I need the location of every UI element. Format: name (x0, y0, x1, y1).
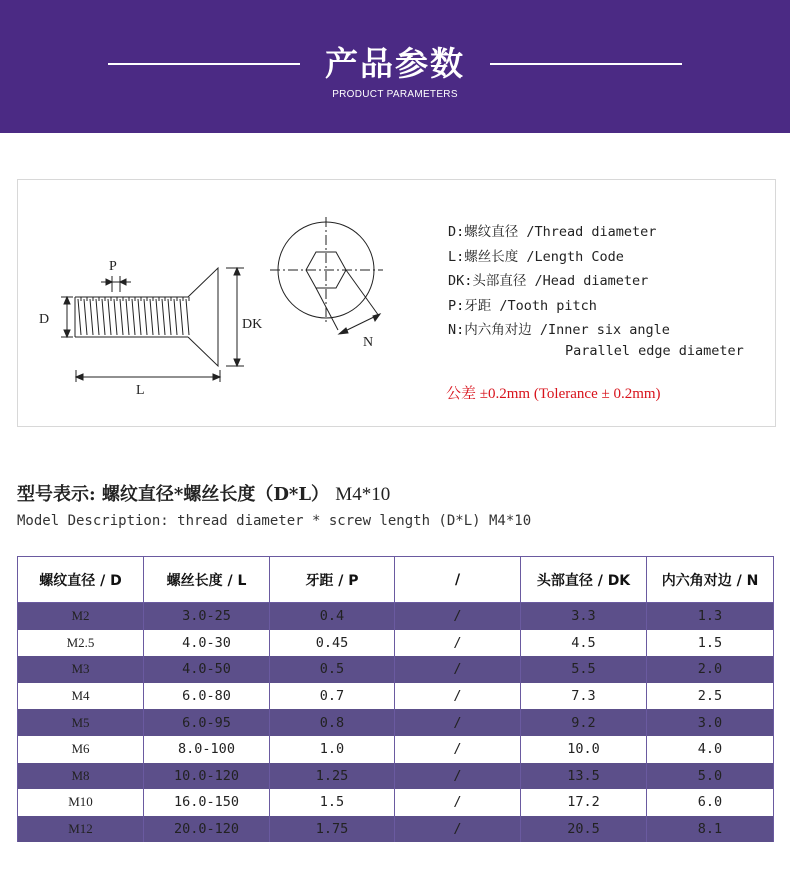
screw-head (188, 268, 218, 366)
label-l: L (136, 383, 145, 398)
cell-thread-diameter: M2.5 (18, 630, 144, 657)
cell-hex-across-flats: 8.1 (647, 816, 774, 843)
cell-thread-diameter: M5 (18, 709, 144, 736)
cell-screw-length: 6.0-80 (144, 683, 270, 710)
cell-screw-length: 10.0-120 (144, 763, 270, 790)
cell-head-diameter: 5.5 (521, 656, 647, 683)
cell-pitch: 1.0 (270, 736, 395, 763)
cell-hex-across-flats: 1.5 (647, 630, 774, 657)
header-hex-across-flats: 内六角对边 / N (647, 557, 774, 603)
cell-blank: / (395, 683, 521, 710)
cell-head-diameter: 7.3 (521, 683, 647, 710)
cell-blank: / (395, 736, 521, 763)
table-row (18, 789, 774, 816)
cell-hex-across-flats: 3.0 (647, 709, 774, 736)
cell-hex-across-flats: 2.0 (647, 656, 774, 683)
label-p: P (109, 259, 117, 274)
model-description-en: Model Description: thread diameter * screw length (D*L) M4*10 (17, 513, 532, 529)
cell-screw-length: 20.0-120 (144, 816, 270, 843)
screw-diagram-panel (17, 179, 776, 427)
cell-screw-length: 4.0-50 (144, 656, 270, 683)
cell-pitch: 0.4 (270, 603, 395, 630)
table-row (18, 630, 774, 657)
cell-hex-across-flats: 4.0 (647, 736, 774, 763)
header-blank: / (395, 557, 521, 603)
table-row (18, 736, 774, 763)
cell-pitch: 1.25 (270, 763, 395, 790)
cell-pitch: 1.75 (270, 816, 395, 843)
cell-hex-across-flats: 2.5 (647, 683, 774, 710)
cell-blank: / (395, 789, 521, 816)
cell-blank: / (395, 763, 521, 790)
cell-head-diameter: 13.5 (521, 763, 647, 790)
cell-blank: / (395, 709, 521, 736)
cell-blank: / (395, 603, 521, 630)
label-d: D (39, 312, 50, 327)
legend-item-dk: DK:头部直径 /Head diameter (448, 273, 649, 289)
cell-screw-length: 3.0-25 (144, 603, 270, 630)
cell-blank: / (395, 816, 521, 843)
cell-blank: / (395, 630, 521, 657)
cell-screw-length: 8.0-100 (144, 736, 270, 763)
cell-pitch: 0.8 (270, 709, 395, 736)
cell-thread-diameter: M4 (18, 683, 144, 710)
legend-item-d: D:螺纹直径 /Thread diameter (448, 224, 657, 240)
cell-head-diameter: 17.2 (521, 789, 647, 816)
cell-hex-across-flats: 1.3 (647, 603, 774, 630)
header-thread-diameter: 螺纹直径 / D (18, 557, 144, 603)
header-pitch: 牙距 / P (270, 557, 395, 603)
cell-blank: / (395, 656, 521, 683)
table-row (18, 656, 774, 683)
cell-thread-diameter: M2 (18, 603, 144, 630)
tolerance-note: 公差 ±0.2mm (Tolerance ± 0.2mm) (446, 386, 661, 402)
cell-screw-length: 4.0-30 (144, 630, 270, 657)
cell-head-diameter: 3.3 (521, 603, 647, 630)
cell-pitch: 0.45 (270, 630, 395, 657)
cell-head-diameter: 4.5 (521, 630, 647, 657)
banner-divider-right (490, 63, 682, 65)
cell-pitch: 0.7 (270, 683, 395, 710)
legend-item-p: P:牙距 /Tooth pitch (448, 298, 597, 314)
cell-head-diameter: 10.0 (521, 736, 647, 763)
legend-item-n: N:内六角对边 /Inner six angle (448, 322, 670, 338)
cell-thread-diameter: M10 (18, 789, 144, 816)
label-n: N (363, 335, 374, 350)
cell-thread-diameter: M6 (18, 736, 144, 763)
screw-thread (75, 297, 189, 337)
cell-head-diameter: 20.5 (521, 816, 647, 843)
cell-thread-diameter: M12 (18, 816, 144, 843)
cell-screw-length: 6.0-95 (144, 709, 270, 736)
table-row (18, 763, 774, 790)
page-subtitle: PRODUCT PARAMETERS (332, 89, 458, 100)
header-screw-length: 螺丝长度 / L (144, 557, 270, 603)
label-dk: DK (242, 317, 263, 332)
table-row (18, 816, 774, 843)
cell-hex-across-flats: 5.0 (647, 763, 774, 790)
screw-drawing (18, 180, 775, 426)
cell-hex-across-flats: 6.0 (647, 789, 774, 816)
table-row (18, 683, 774, 710)
cell-screw-length: 16.0-150 (144, 789, 270, 816)
cell-thread-diameter: M3 (18, 656, 144, 683)
header-banner (0, 0, 790, 133)
header-head-diameter: 头部直径 / DK (521, 557, 647, 603)
table-row (18, 709, 774, 736)
cell-pitch: 1.5 (270, 789, 395, 816)
table-header-row (18, 557, 774, 603)
spec-table (17, 556, 774, 842)
cell-pitch: 0.5 (270, 656, 395, 683)
legend-item-l: L:螺丝长度 /Length Code (448, 249, 624, 265)
page-title: 产品参数 (325, 44, 465, 83)
table-row (18, 603, 774, 630)
cell-head-diameter: 9.2 (521, 709, 647, 736)
legend-item-n-continued: Parallel edge diameter (565, 343, 744, 359)
model-description-cn: 型号表示: 螺纹直径*螺丝长度（D*L） M4*10 (17, 484, 391, 505)
cell-thread-diameter: M8 (18, 763, 144, 790)
